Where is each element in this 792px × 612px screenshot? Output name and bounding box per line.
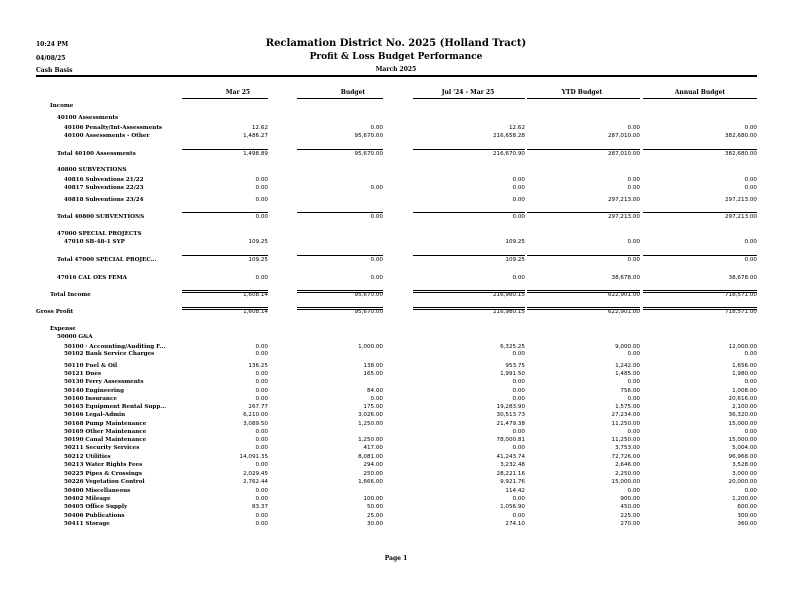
table-row xyxy=(0,309,792,316)
row-value: 0.00 xyxy=(370,257,383,263)
total-rule xyxy=(527,212,640,213)
table-row xyxy=(0,521,792,528)
row-value: 622,901.00 xyxy=(607,309,640,315)
row-value: 0.00 xyxy=(512,513,525,519)
row-value: 95,670.00 xyxy=(354,292,383,298)
row-value: 9,000.00 xyxy=(615,344,640,350)
page-footer: Page 1 xyxy=(384,555,408,562)
row-label: Gross Profit xyxy=(36,309,74,315)
row-value: 1,486.27 xyxy=(243,133,268,139)
row-value: 0.00 xyxy=(255,488,268,494)
row-label: 50130 Ferry Assessments xyxy=(64,379,144,385)
row-value: 250.00 xyxy=(363,471,383,477)
row-value: 0.00 xyxy=(370,185,383,191)
row-value: 0.00 xyxy=(627,488,640,494)
report-time: 10:24 PM xyxy=(36,41,69,48)
row-value: 12.62 xyxy=(251,125,268,131)
row-value: 297,213.00 xyxy=(607,214,640,220)
row-value: 2,029.45 xyxy=(243,471,268,477)
row-value: 216,980.15 xyxy=(492,292,525,298)
row-value: 38,678.00 xyxy=(611,275,640,281)
header-rule xyxy=(36,75,757,77)
row-value: 0.00 xyxy=(255,197,268,203)
row-label: 40100 Assessments xyxy=(57,115,119,121)
row-value: 83.37 xyxy=(251,504,268,510)
table-row xyxy=(0,257,792,264)
row-label: Expense xyxy=(50,326,76,332)
row-value: 3,026.00 xyxy=(358,412,383,418)
row-value: 0.00 xyxy=(255,513,268,519)
row-value: 136.25 xyxy=(248,363,268,369)
row-label: 50121 Dues xyxy=(64,371,102,377)
row-value: 0.00 xyxy=(744,257,757,263)
row-value: 109.25 xyxy=(505,257,525,263)
row-value: 297,213.00 xyxy=(724,214,757,220)
row-value: 0.00 xyxy=(255,388,268,394)
row-value: 109.25 xyxy=(248,239,268,245)
table-row xyxy=(0,388,792,395)
row-value: 382,680.00 xyxy=(724,151,757,157)
row-label: 40816 Subventions 21/22 xyxy=(64,177,144,183)
row-value: 36,320.00 xyxy=(728,412,757,418)
row-label: 40800 SUBVENTIONS xyxy=(57,167,127,173)
total-rule xyxy=(643,307,757,310)
row-label: 50405 Office Supply xyxy=(64,504,128,510)
report-basis: Cash Basis xyxy=(36,67,73,74)
row-label: 50166 Legal-Admin xyxy=(64,412,126,418)
table-row xyxy=(0,471,792,478)
row-value: 0.00 xyxy=(627,177,640,183)
row-label: 50168 Pump Maintenance xyxy=(64,421,147,427)
row-value: 3,753.00 xyxy=(615,445,640,451)
row-value: 0.00 xyxy=(512,185,525,191)
row-value: 0.00 xyxy=(255,521,268,527)
row-value: 0.00 xyxy=(512,379,525,385)
table-row xyxy=(0,151,792,158)
report-period: March 2025 xyxy=(375,66,417,73)
row-value: 15,000.00 xyxy=(728,437,757,443)
row-value: 1,666.00 xyxy=(358,479,383,485)
row-value: 900.00 xyxy=(620,496,640,502)
row-value: 622,901.00 xyxy=(607,292,640,298)
row-value: 0.00 xyxy=(255,445,268,451)
table-row xyxy=(0,488,792,495)
row-value: 19,283.90 xyxy=(496,404,525,410)
row-value: 300.00 xyxy=(737,513,757,519)
row-value: 3,528.00 xyxy=(732,462,757,468)
row-label: 40818 Subventions 23/24 xyxy=(64,197,144,203)
row-value: 0.00 xyxy=(512,351,525,357)
row-value: 8,081.00 xyxy=(358,454,383,460)
row-label: Total 40800 SUBVENTIONS xyxy=(57,214,145,220)
row-value: 41,243.74 xyxy=(496,454,525,460)
row-value: 28,221.16 xyxy=(496,471,525,477)
table-row xyxy=(0,239,792,246)
row-value: 0.00 xyxy=(744,379,757,385)
table-row xyxy=(0,125,792,132)
row-value: 0.00 xyxy=(744,488,757,494)
row-value: 20,000.00 xyxy=(728,479,757,485)
total-rule xyxy=(527,290,640,293)
row-value: 0.00 xyxy=(627,351,640,357)
total-rule xyxy=(297,149,383,150)
row-value: 297,213.00 xyxy=(607,197,640,203)
row-value: 0.00 xyxy=(255,214,268,220)
row-value: 0.00 xyxy=(744,351,757,357)
row-value: 5,004.00 xyxy=(732,445,757,451)
row-value: 0.00 xyxy=(255,437,268,443)
row-value: 0.00 xyxy=(512,396,525,402)
row-value: 84.00 xyxy=(366,388,383,394)
table-row xyxy=(0,292,792,299)
row-value: 2,646.00 xyxy=(615,462,640,468)
row-value: 1,242.00 xyxy=(615,363,640,369)
row-label: 50190 Canal Maintenance xyxy=(64,437,147,443)
row-value: 38,678.00 xyxy=(728,275,757,281)
table-row xyxy=(0,103,792,110)
row-value: 225.00 xyxy=(620,513,640,519)
table-row xyxy=(0,445,792,452)
total-rule xyxy=(182,307,268,310)
row-value: 0.00 xyxy=(255,185,268,191)
column-header-rule xyxy=(643,98,757,99)
row-value: 1,250.00 xyxy=(358,421,383,427)
row-value: 1,000.00 xyxy=(358,344,383,350)
row-value: 0.00 xyxy=(744,125,757,131)
row-value: 0.00 xyxy=(370,214,383,220)
row-value: 50.00 xyxy=(366,504,383,510)
row-value: 165.00 xyxy=(363,371,383,377)
row-value: 3,000.00 xyxy=(732,471,757,477)
row-value: 0.00 xyxy=(627,379,640,385)
row-value: 360.00 xyxy=(737,521,757,527)
total-rule xyxy=(527,149,640,150)
row-value: 1,008.00 xyxy=(732,388,757,394)
row-value: 718,571.00 xyxy=(724,292,757,298)
total-rule xyxy=(297,307,383,310)
row-value: 95,670.00 xyxy=(354,309,383,315)
row-label: 50225 Pipes & Crossings xyxy=(64,471,142,477)
total-rule xyxy=(643,212,757,213)
row-value: 6,325.25 xyxy=(500,344,525,350)
row-value: 600.00 xyxy=(737,504,757,510)
row-label: Total Income xyxy=(50,292,91,298)
row-value: 15,000.00 xyxy=(611,479,640,485)
total-rule xyxy=(413,290,525,293)
row-value: 12,000.00 xyxy=(728,344,757,350)
row-label: 50406 Publications xyxy=(64,513,125,519)
row-value: 15,000.00 xyxy=(728,421,757,427)
row-label: 50402 Mileage xyxy=(64,496,111,502)
row-value: 1,498.89 xyxy=(243,151,268,157)
row-label: 50169 Other Maintenance xyxy=(64,429,147,435)
report-title: Reclamation District No. 2025 (Holland Tract) xyxy=(265,38,527,49)
row-value: 294.00 xyxy=(363,462,383,468)
row-label: 47016 CAL OES FEMA xyxy=(57,275,127,281)
row-label: 50140 Engineering xyxy=(64,388,125,394)
row-value: 21,479.38 xyxy=(496,421,525,427)
row-value: 0.00 xyxy=(255,396,268,402)
row-value: 0.00 xyxy=(627,257,640,263)
row-label: 50212 Utilities xyxy=(64,454,111,460)
column-header-rule xyxy=(527,98,640,99)
table-row xyxy=(0,429,792,436)
table-row xyxy=(0,334,792,341)
total-rule xyxy=(182,255,268,256)
row-value: 2,250.00 xyxy=(615,471,640,477)
row-value: 109.25 xyxy=(248,257,268,263)
row-value: 30.00 xyxy=(366,521,383,527)
row-value: 0.00 xyxy=(370,125,383,131)
row-value: 0.00 xyxy=(370,396,383,402)
table-row xyxy=(0,185,792,192)
row-value: 0.00 xyxy=(627,429,640,435)
row-value: 0.00 xyxy=(512,496,525,502)
total-rule xyxy=(297,255,383,256)
row-value: 0.00 xyxy=(512,177,525,183)
row-value: 1,056.90 xyxy=(500,504,525,510)
row-value: 0.00 xyxy=(744,239,757,245)
row-value: 216,670.90 xyxy=(492,151,525,157)
row-label: 50400 Miscellaneous xyxy=(64,488,131,494)
row-value: 953.75 xyxy=(505,363,525,369)
row-label: 40106 Penalty/Int-Assessments xyxy=(64,125,163,131)
row-value: 0.00 xyxy=(744,429,757,435)
column-header: Budget xyxy=(340,89,366,96)
row-label: 47010 SB-48-1 SYP xyxy=(64,239,125,245)
row-value: 109.25 xyxy=(505,239,525,245)
column-header-rule xyxy=(297,98,383,99)
column-header: Jul '24 - Mar 25 xyxy=(441,89,495,96)
table-row xyxy=(0,275,792,282)
table-row xyxy=(0,351,792,358)
row-value: 0.00 xyxy=(255,177,268,183)
table-row xyxy=(0,363,792,370)
row-value: 0.00 xyxy=(627,396,640,402)
total-rule xyxy=(182,212,268,213)
row-value: 20,616.00 xyxy=(728,396,757,402)
row-value: 0.00 xyxy=(370,275,383,281)
table-row xyxy=(0,437,792,444)
row-label: 50110 Fuel & Oil xyxy=(64,363,118,369)
row-value: 287,010.00 xyxy=(607,151,640,157)
table-row xyxy=(0,513,792,520)
table-row xyxy=(0,133,792,140)
row-value: 0.00 xyxy=(512,214,525,220)
total-rule xyxy=(413,307,525,310)
row-label: Income xyxy=(50,103,74,109)
total-rule xyxy=(182,290,268,293)
row-value: 0.00 xyxy=(744,177,757,183)
row-value: 0.00 xyxy=(627,239,640,245)
row-label: 50165 Equipment Rental Supp... xyxy=(64,404,167,410)
table-row xyxy=(0,214,792,221)
table-row xyxy=(0,421,792,428)
row-label: 40100 Assessments - Other xyxy=(64,133,150,139)
row-value: 0.00 xyxy=(512,275,525,281)
total-rule xyxy=(297,212,383,213)
row-value: 11,250.00 xyxy=(611,437,640,443)
row-label: Total 40100 Assessments xyxy=(57,151,136,157)
row-value: 1,485.00 xyxy=(615,371,640,377)
row-value: 1,250.00 xyxy=(358,437,383,443)
row-label: 50213 Water Rights Fees xyxy=(64,462,143,468)
row-label: 50411 Storage xyxy=(64,521,110,527)
table-row xyxy=(0,412,792,419)
row-value: 0.00 xyxy=(255,275,268,281)
table-row xyxy=(0,197,792,204)
row-value: 0.00 xyxy=(255,496,268,502)
table-row xyxy=(0,379,792,386)
row-value: 1,656.00 xyxy=(732,363,757,369)
row-label: 50102 Bank Service Charges xyxy=(64,351,155,357)
row-label: 50160 Insurance xyxy=(64,396,117,402)
row-value: 1,200.00 xyxy=(732,496,757,502)
column-header: YTD Budget xyxy=(561,89,603,96)
row-value: 175.00 xyxy=(363,404,383,410)
row-value: 297,213.00 xyxy=(724,197,757,203)
column-header-rule xyxy=(413,98,525,99)
table-row xyxy=(0,462,792,469)
row-value: 0.00 xyxy=(512,429,525,435)
row-value: 450.00 xyxy=(620,504,640,510)
row-label: 50226 Vegetation Control xyxy=(64,479,145,485)
row-value: 0.00 xyxy=(512,388,525,394)
total-rule xyxy=(413,149,525,150)
row-value: 2,100.00 xyxy=(732,404,757,410)
row-value: 274.10 xyxy=(505,521,525,527)
row-label: 50100 · Accounting/Auditing F... xyxy=(64,344,166,350)
total-rule xyxy=(643,255,757,256)
row-value: 72,726.00 xyxy=(611,454,640,460)
row-value: 1,991.50 xyxy=(500,371,525,377)
row-value: 0.00 xyxy=(255,344,268,350)
row-value: 756.00 xyxy=(620,388,640,394)
total-rule xyxy=(527,255,640,256)
row-value: 0.00 xyxy=(512,445,525,451)
row-value: 1,608.14 xyxy=(243,292,268,298)
row-value: 12.62 xyxy=(508,125,525,131)
total-rule xyxy=(297,290,383,293)
table-row xyxy=(0,167,792,174)
row-value: 0.00 xyxy=(255,462,268,468)
column-header: Mar 25 xyxy=(225,89,251,96)
row-value: 0.00 xyxy=(627,125,640,131)
row-value: 417.00 xyxy=(363,445,383,451)
table-row xyxy=(0,396,792,403)
report-subtitle: Profit & Loss Budget Performance xyxy=(309,52,483,62)
table-row xyxy=(0,177,792,184)
table-row xyxy=(0,231,792,238)
table-row xyxy=(0,404,792,411)
row-value: 96,968.00 xyxy=(728,454,757,460)
row-value: 0.00 xyxy=(255,371,268,377)
row-value: 27,234.00 xyxy=(611,412,640,418)
row-value: 25.00 xyxy=(366,513,383,519)
row-value: 216,980.15 xyxy=(492,309,525,315)
row-value: 1,575.00 xyxy=(615,404,640,410)
row-value: 0.00 xyxy=(627,185,640,191)
row-value: 78,000.81 xyxy=(496,437,525,443)
row-label: 50211 Security Services xyxy=(64,445,140,451)
row-value: 95,670.00 xyxy=(354,133,383,139)
row-value: 2,762.44 xyxy=(243,479,268,485)
table-row xyxy=(0,454,792,461)
total-rule xyxy=(643,290,757,293)
row-value: 0.00 xyxy=(255,429,268,435)
row-value: 6,210.00 xyxy=(243,412,268,418)
row-value: 1,608.14 xyxy=(243,309,268,315)
row-value: 3,232.48 xyxy=(500,462,525,468)
table-row xyxy=(0,496,792,503)
row-value: 270.00 xyxy=(620,521,640,527)
row-value: 30,513.73 xyxy=(496,412,525,418)
row-value: 267.77 xyxy=(248,404,268,410)
total-rule xyxy=(527,307,640,310)
total-rule xyxy=(182,149,268,150)
table-row xyxy=(0,504,792,511)
row-value: 138.00 xyxy=(363,363,383,369)
table-row xyxy=(0,326,792,333)
row-value: 100.00 xyxy=(363,496,383,502)
row-value: 114.42 xyxy=(505,488,525,494)
row-value: 1,980.00 xyxy=(732,371,757,377)
table-row xyxy=(0,479,792,486)
row-value: 0.00 xyxy=(255,379,268,385)
row-value: 287,010.00 xyxy=(607,133,640,139)
column-header-rule xyxy=(182,98,268,99)
total-rule xyxy=(413,212,525,213)
row-label: Total 47000 SPECIAL PROJEC... xyxy=(57,257,157,263)
row-value: 0.00 xyxy=(512,197,525,203)
row-label: 47000 SPECIAL PROJECTS xyxy=(57,231,142,237)
table-row xyxy=(0,344,792,351)
total-rule xyxy=(643,149,757,150)
total-rule xyxy=(413,255,525,256)
column-header: Annual Budget xyxy=(674,89,726,96)
row-value: 95,670.00 xyxy=(354,151,383,157)
row-label: 50000 G&A xyxy=(57,334,93,340)
row-value: 382,680.00 xyxy=(724,133,757,139)
row-value: 14,091.35 xyxy=(239,454,268,460)
row-value: 11,250.00 xyxy=(611,421,640,427)
row-value: 216,658.28 xyxy=(492,133,525,139)
row-value: 0.00 xyxy=(744,185,757,191)
row-value: 0.00 xyxy=(255,351,268,357)
row-value: 9,921.76 xyxy=(500,479,525,485)
report-date: 04/08/25 xyxy=(36,55,66,62)
table-row xyxy=(0,115,792,122)
table-row xyxy=(0,371,792,378)
row-value: 718,571.00 xyxy=(724,309,757,315)
row-label: 40817 Subventions 22/23 xyxy=(64,185,144,191)
row-value: 3,089.50 xyxy=(243,421,268,427)
